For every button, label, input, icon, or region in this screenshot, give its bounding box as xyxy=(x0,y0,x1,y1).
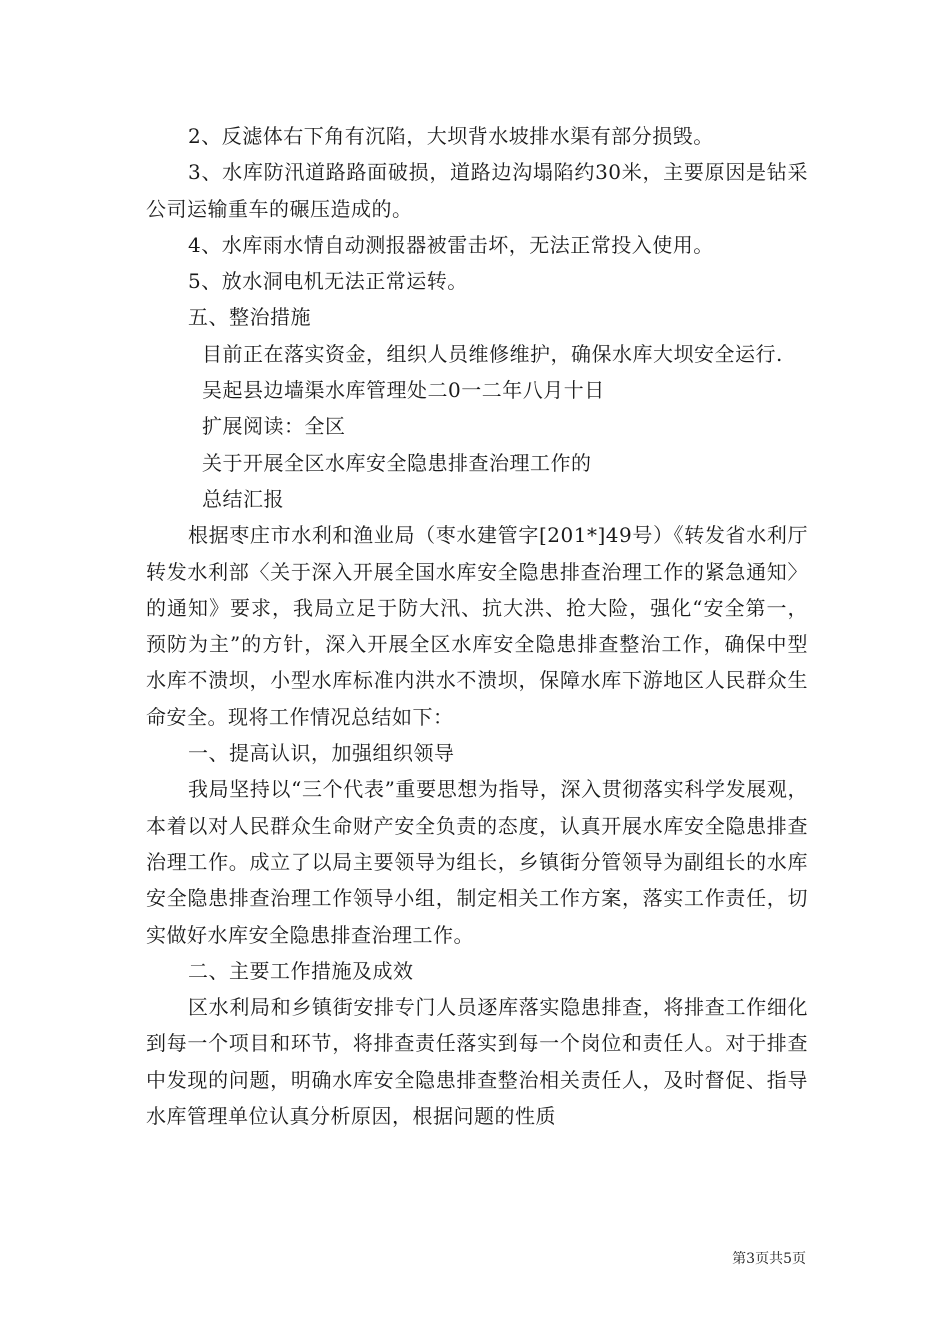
extended-reading-label: 扩展阅读：全区 xyxy=(202,414,346,439)
paragraph-item-5: 5、放水洞电机无法正常运转。 xyxy=(188,269,468,294)
page-number: 第3页共5页 xyxy=(732,1251,806,1267)
paragraph-intro: 根据枣庄市水利和渔业局（枣水建管字[201*]49号）《转发省水利厅转发水利部〈关于深入开展全国水库安全隐患排查治理工作的紧急通知〉的通知》要求，我局立足于防大汛、抗大洪、抢大险，强化“安全第一，预防为主”的方针，深入开展全区水库安全隐患排查整治工作，确保中型水库不溃坝，小型水库标准内洪水不溃坝，保障水库下游地区人民群众生命安全。现将工作情况总结如下： xyxy=(146,523,808,729)
section-heading-5: 五、整治措施 xyxy=(188,305,311,330)
paragraph-item-3: 3、水库防汛道路路面破损，道路边沟塌陷约30米，主要原因是钻采公司运输重车的碾压造成的。 xyxy=(146,160,808,221)
paragraph-item-2: 2、反滤体右下角有沉陷，大坝背水坡排水渠有部分损毁。 xyxy=(188,124,714,148)
paragraph-measures: 目前正在落实资金，组织人员维修维护，确保水库大坝安全运行. xyxy=(202,341,783,366)
document-body xyxy=(146,118,808,1134)
paragraph-section-2: 区水利局和乡镇街安排专门人员逐库落实隐患排查，将排查工作细化到每一个项目和环节，将排查责任落实到每一个岗位和责任人。对于排查中发现的问题，明确水库安全隐患排查整治相关责任人，及时督促、指导水库管理单位认真分析原因，根据问题的性质 xyxy=(146,995,808,1129)
article-title-line2: 总结汇报 xyxy=(202,486,284,511)
section-heading-1: 一、提高认识，加强组织领导 xyxy=(188,741,455,766)
signature-date: 吴起县边墙渠水库管理处二0一二年八月十日 xyxy=(202,378,605,403)
paragraph-item-4: 4、水库雨水情自动测报器被雷击坏，无法正常投入使用。 xyxy=(188,232,714,257)
section-heading-2: 二、主要工作措施及成效 xyxy=(188,958,414,983)
paragraph-section-1: 我局坚持以“三个代表”重要思想为指导，深入贯彻落实科学发展观，本着以对人民群众生命财产安全负责的态度，认真开展水库安全隐患排查治理工作。成立了以局主要领导为组长，乡镇街分管领导为副组长的水库安全隐患排查治理工作领导小组，制定相关工作方案，落实工作责任，切实做好水库安全隐患排查治理工作。 xyxy=(146,777,808,947)
article-title-line1: 关于开展全区水库安全隐患排查治理工作的 xyxy=(202,450,592,475)
